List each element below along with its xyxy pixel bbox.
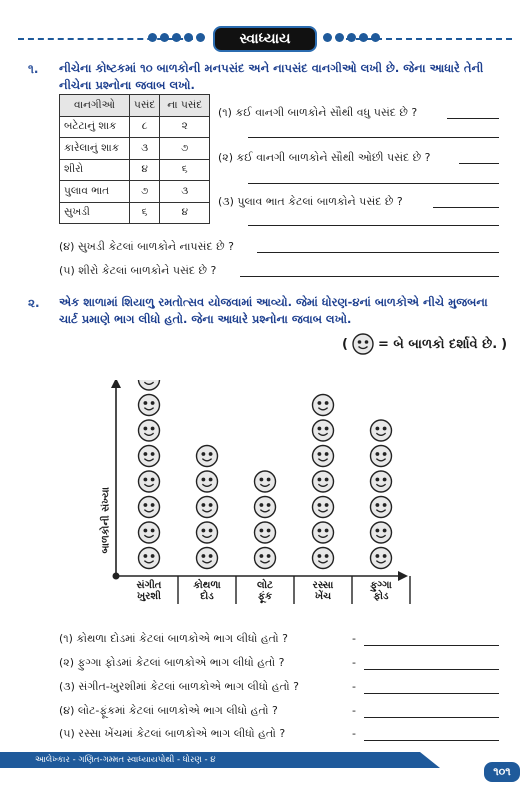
axis-origin-dot (113, 573, 120, 580)
table-cell: શીરો (60, 159, 130, 181)
face-icon (352, 333, 374, 355)
x-tick-label (236, 580, 294, 602)
face-icon (197, 471, 218, 492)
answer-line[interactable] (433, 207, 499, 208)
table-cell: ૩ (130, 138, 160, 160)
face-icon (139, 380, 160, 390)
face-icon (313, 471, 334, 492)
face-icon (197, 548, 218, 569)
face-icon (313, 395, 334, 416)
x-tick-label (120, 580, 178, 602)
y-axis-label: બાળકોની સંખ્યા (100, 487, 112, 554)
answer-line[interactable] (447, 118, 499, 119)
face-icon (255, 548, 276, 569)
question-1-number: ૧. (28, 62, 39, 76)
q1-subquestion-1: (૧) કઈ વાનગી બાળકોને સૌથી વધુ પસંદ છે ? (218, 106, 418, 119)
table-header: વાનગીઓ (60, 95, 130, 117)
table-cell: પુલાવ ભાત (60, 181, 130, 203)
y-axis-arrow (111, 380, 121, 388)
q2-subquestion-3: (૩) સંગીત-ખુરશીમાં કેટલાં બાળકોએ ભાગ લીધો હતો ? (59, 680, 299, 693)
table-cell: ૪ (130, 159, 160, 181)
x-tick-label-line: લોટ (257, 580, 273, 591)
x-tick-label (294, 580, 352, 602)
face-icon (371, 471, 392, 492)
face-icon (371, 497, 392, 518)
dash: - (352, 656, 356, 669)
table-cell: બટેટાનું શાક (60, 116, 130, 138)
x-tick-label-line: કોથળા (193, 580, 221, 591)
x-tick-label-line: ફૂંક (257, 591, 273, 602)
answer-line[interactable] (248, 137, 499, 138)
table-header: ના પસંદ (160, 95, 210, 117)
face-icon (139, 420, 160, 441)
table-row (60, 116, 210, 138)
answer-line[interactable] (364, 740, 499, 741)
question-1-text: નીચેના કોષ્ટકમાં ૧૦ બાળકોની મનપસંદ અને નાપસંદ વાનગીઓ લખી છે. જેના આધારે તેની નીચેના પ્રશ્નોના જવાબ લખો. (59, 61, 484, 92)
table-cell: ૨ (160, 116, 210, 138)
answer-line[interactable] (257, 252, 499, 253)
x-tick-label (178, 580, 236, 602)
page-number: ૧૦૧ (484, 762, 520, 782)
legend-open-paren: ( (342, 336, 348, 352)
q2-subquestion-2: (૨) ફુગ્ગા ફોડમાં કેટલાં બાળકોએ ભાગ લીધો હતો ? (59, 656, 285, 669)
x-tick-label-line: ખેંચ (314, 591, 332, 602)
question-2-number: ૨. (28, 296, 40, 310)
x-tick-label-line: દોડ (200, 591, 214, 602)
table-cell: ૩ (160, 181, 210, 203)
x-tick-label-line: ફુગ્ગા (370, 580, 392, 591)
table-cell: સુખડી (60, 202, 130, 224)
table-cell: ૬ (130, 202, 160, 224)
answer-line[interactable] (459, 163, 499, 164)
face-icon (139, 522, 160, 543)
face-icon (255, 522, 276, 543)
face-icon (313, 548, 334, 569)
face-icon (197, 446, 218, 467)
table-row (60, 202, 210, 224)
legend-text: = બે બાળકો દર્શાવે છે. (377, 336, 498, 352)
question-2-text: એક શાળામાં શિયાળુ રમતોત્સવ યોજવામાં આવ્યો. જેમાં ધોરણ-૪નાં બાળકોએ નીચે મુજબના ચાર્ટ પ્રમાણે ભાગ લીધો હતો. જેના આધારે પ્રશ્નોના જવાબ લખો. (59, 295, 488, 326)
x-tick-label-line: સંગીત (136, 580, 162, 591)
table-cell: ૬ (160, 159, 210, 181)
header-dots-left (148, 33, 205, 43)
page-title: સ્વાધ્યાય (213, 26, 317, 52)
table-cell: ૭ (160, 138, 210, 160)
answer-line[interactable] (364, 645, 499, 646)
face-icon (313, 446, 334, 467)
table-row (60, 159, 210, 181)
x-tick-label-line: ફોડ (373, 591, 389, 602)
q1-subquestion-2: (૨) કઈ વાનગી બાળકોને સૌથી ઓછી પસંદ છે ? (218, 151, 431, 164)
face-icon (197, 497, 218, 518)
answer-line[interactable] (240, 276, 499, 277)
table-cell: ૪ (160, 202, 210, 224)
dash: - (352, 632, 356, 645)
face-icon (255, 497, 276, 518)
face-icon (255, 471, 276, 492)
face-icon (313, 497, 334, 518)
table-cell: ૭ (130, 181, 160, 203)
pictograph-faces (139, 380, 392, 569)
face-icon (139, 446, 160, 467)
face-icon (371, 420, 392, 441)
face-icon (371, 548, 392, 569)
x-tick-label-line: ખુરશી (137, 591, 161, 602)
dash: - (352, 727, 356, 740)
face-icon (313, 420, 334, 441)
table-header: પસંદ (130, 95, 160, 117)
table-row (60, 181, 210, 203)
face-icon (371, 522, 392, 543)
face-icon (139, 548, 160, 569)
dash: - (352, 704, 356, 717)
face-icon (371, 446, 392, 467)
answer-line[interactable] (364, 717, 499, 718)
answer-line[interactable] (364, 693, 499, 694)
q1-subquestion-4: (૪) સુખડી કેટલાં બાળકોને નાપસંદ છે ? (59, 240, 234, 253)
pictograph-chart (100, 380, 420, 610)
food-preference-table (59, 94, 210, 224)
q1-subquestion-5: (૫) શીરો કેટલાં બાળકોને પસંદ છે ? (59, 264, 217, 277)
table-cell: કારેલાનું શાક (60, 138, 130, 160)
table-row (60, 138, 210, 160)
footer-text: આલેખ્કાર - ગણિત-ગમ્મત સ્વાધ્યાયપોથી - ધોરણ - ૪ (35, 755, 216, 765)
face-icon (197, 522, 218, 543)
table-cell: ૮ (130, 116, 160, 138)
face-icon (139, 497, 160, 518)
q1-subquestion-3: (૩) પુલાવ ભાત કેટલાં બાળકોને પસંદ છે ? (218, 195, 403, 208)
answer-line[interactable] (364, 669, 499, 670)
face-icon (313, 522, 334, 543)
header-dots-right (323, 33, 380, 43)
table-header-row (60, 95, 210, 117)
legend-close-paren: ) (501, 336, 508, 352)
chart-legend (342, 333, 507, 355)
answer-line[interactable] (248, 225, 499, 226)
face-icon (139, 395, 160, 416)
dash: - (352, 680, 356, 693)
answer-line[interactable] (248, 183, 499, 184)
x-tick-label (352, 580, 410, 602)
q2-subquestion-4: (૪) લોટ-ફૂંકમાં કેટલાં બાળકોએ ભાગ લીધો હતો ? (59, 704, 278, 717)
face-icon (139, 471, 160, 492)
q2-subquestion-5: (૫) રસ્સા ખેંચમાં કેટલાં બાળકોએ ભાગ લીધો હતો ? (59, 727, 286, 740)
q2-subquestion-1: (૧) કોથળા દોડમાં કેટલાં બાળકોએ ભાગ લીધો હતો ? (59, 632, 289, 645)
x-tick-label-line: રસ્સા (312, 580, 334, 591)
